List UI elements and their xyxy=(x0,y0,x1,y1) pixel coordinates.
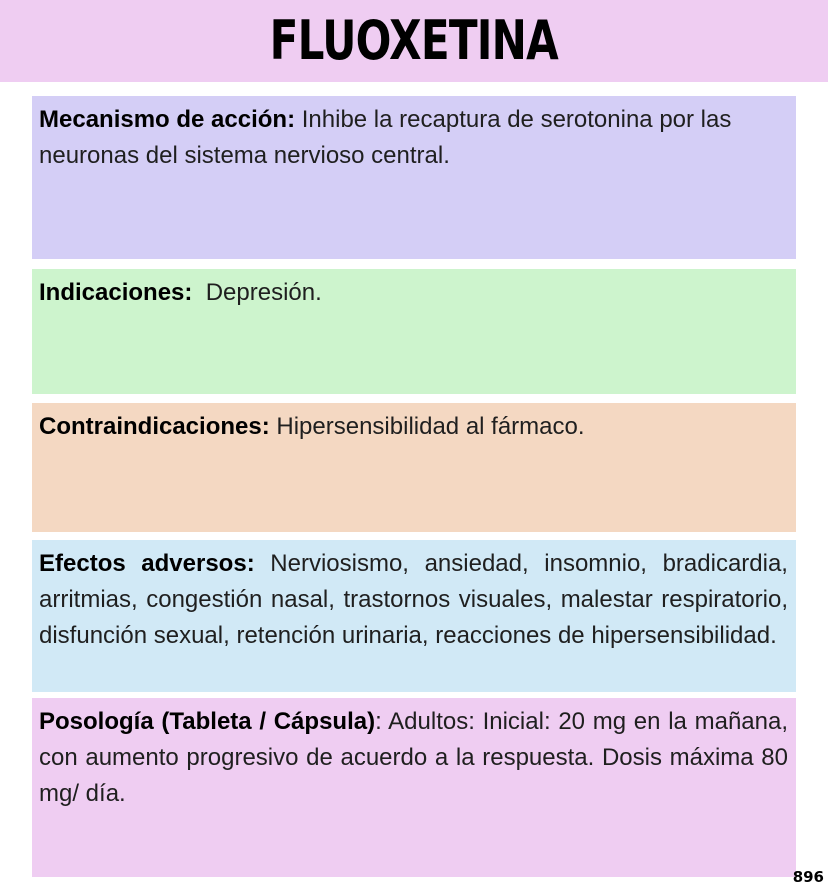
section-label: Indicaciones: xyxy=(39,279,193,306)
title-banner xyxy=(0,0,828,82)
section-body xyxy=(39,704,788,812)
section-label: Contraindicaciones: xyxy=(39,413,270,440)
section-label: Posología (Tableta / Cápsula) xyxy=(39,708,376,735)
section-posologia xyxy=(32,698,796,877)
section-mecanismo-de-accion xyxy=(32,96,796,259)
section-text: Nerviosismo, ansiedad, insomnio, bradicardia, arritmias, congestión nasal, trastornos visuales, malestar respiratorio, disfunción sexual, retención urinaria, reacciones de hipersensibilidad. xyxy=(39,550,788,649)
section-body xyxy=(39,546,788,654)
section-label: Mecanismo de acción: xyxy=(39,106,296,133)
page-title: FLUOXETINA xyxy=(269,9,559,72)
page-number: 896 xyxy=(792,868,824,886)
section-indicaciones xyxy=(32,269,796,394)
section-label: Efectos adversos: xyxy=(39,550,255,577)
section-text: : Adultos: Inicial: 20 mg en la mañana, con aumento progresivo de acuerdo a la respuesta. Dosis máxima 80 mg/ día. xyxy=(39,708,788,807)
section-efectos-adversos xyxy=(32,540,796,692)
section-contraindicaciones xyxy=(32,403,796,532)
section-text: Depresión. xyxy=(192,279,322,306)
section-text: Hipersensibilidad al fármaco. xyxy=(269,413,585,440)
section-text: Inhibe la recaptura de serotonina por las neuronas del sistema nervioso central. xyxy=(39,106,732,169)
section-body xyxy=(39,409,788,445)
section-body xyxy=(39,102,788,174)
section-body xyxy=(39,275,788,311)
